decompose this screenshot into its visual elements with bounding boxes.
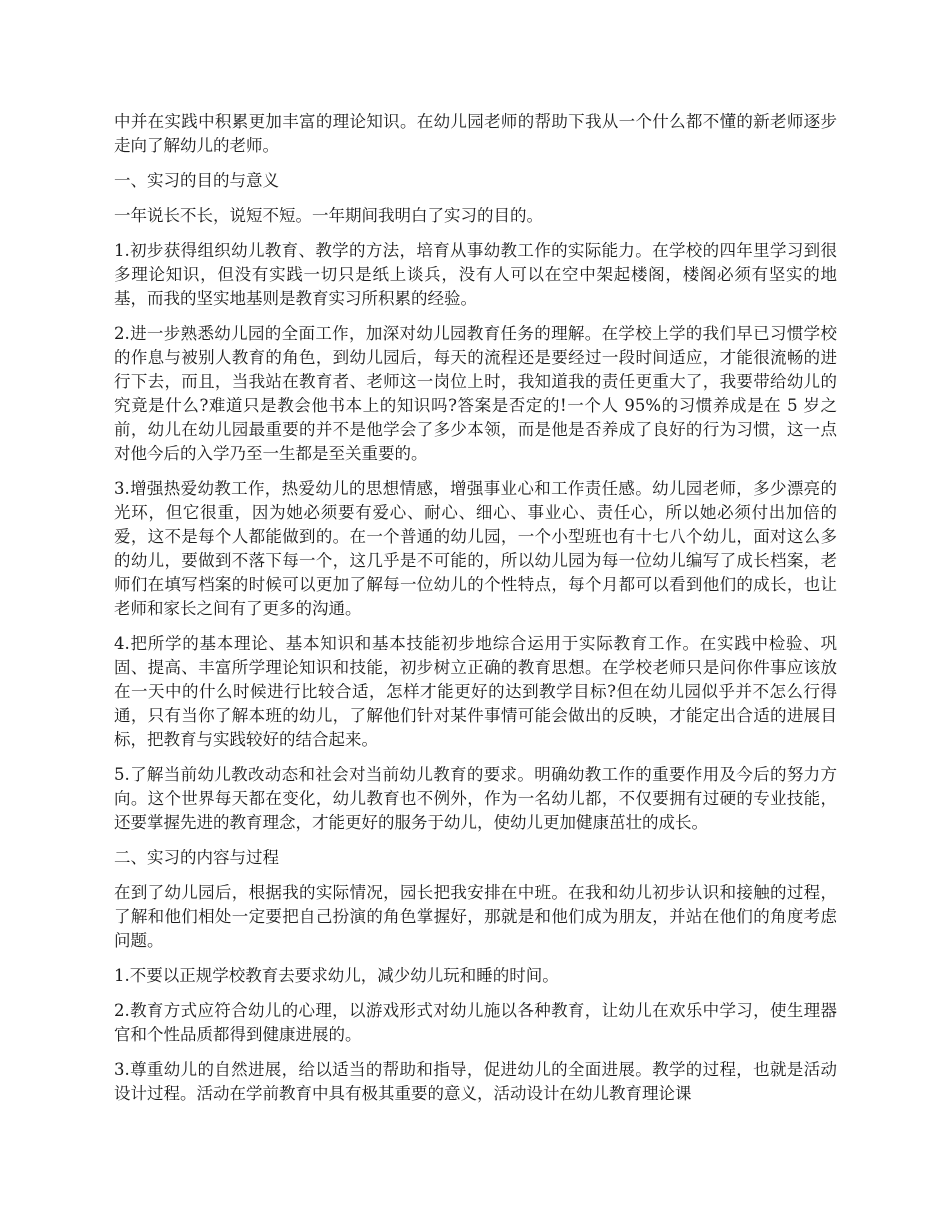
section-heading-content: 二、实习的内容与过程 [114, 848, 279, 867]
list-item-content-1: 1.不要以正规学校教育去要求幼儿，减少幼儿玩和睡的时间。 [114, 966, 559, 985]
list-item-content-2: 2.教育方式应符合幼儿的心理，以游戏形式对幼儿施以各种教育，让幼儿在欢乐中学习，使生理器官和个性品质都得到健康进展的。 [114, 1001, 837, 1044]
list-item-purpose-4: 4.把所学的基本理论、基本知识和基本技能初步地综合运用于实际教育工作。在实践中检验、巩固、提高、丰富所学理论知识和技能，初步树立正确的教育思想。在学校老师只是问你件事应该放在一天中的什么时候进行比较合适，怎样才能更好的达到教学目标?但在幼儿园似乎并不怎么行得通，只有当你了解本班的幼儿，了解他们针对某件事情可能会做出的反映，才能定出合适的进展目标，把教育与实践较好的结合起来。 [114, 634, 837, 749]
paragraph-intro: 中并在实践中积累更加丰富的理论知识。在幼儿园老师的帮助下我从一个什么都不懂的新老师逐步走向了解幼儿的老师。 [114, 112, 837, 155]
paragraph: 在到了幼儿园后，根据我的实际情况，园长把我安排在中班。在我和幼儿初步认识和接触的过程，了解和他们相处一定要把自己扮演的角色掌握好，那就是和他们成为朋友，并站在他们的角度考虑问题。 [114, 883, 837, 950]
section-heading-purpose: 一、实习的目的与意义 [114, 171, 279, 190]
list-item-content-3: 3.尊重幼儿的自然进展，给以适当的帮助和指导，促进幼儿的全面进展。教学的过程，也就是活动设计过程。活动在学前教育中具有极其重要的意义，活动设计在幼儿教育理论课 [114, 1060, 837, 1103]
list-item-purpose-1: 1.初步获得组织幼儿教育、教学的方法，培育从事幼教工作的实际能力。在学校的四年里学习到很多理论知识，但没有实践一切只是纸上谈兵，没有人可以在空中架起楼阁，楼阁必须有坚实的地基，而我的坚实地基则是教育实习所积累的经验。 [114, 241, 837, 308]
document-body [114, 110, 837, 1117]
paragraph: 一年说长不长，说短不短。一年期间我明白了实习的目的。 [114, 206, 543, 225]
list-item-purpose-3: 3.增强热爱幼教工作，热爱幼儿的思想情感，增强事业心和工作责任感。幼儿园老师，多少漂亮的光环，但它很重，因为她必须要有爱心、耐心、细心、事业心、责任心，所以她必须付出加倍的爱，这不是每个人都能做到的。在一个普通的幼儿园，一个小型班也有十七八个幼儿，面对这么多的幼儿，要做到不落下每一个，这几乎是不可能的，所以幼儿园为每一位幼儿编写了成长档案，老师们在填写档案的时候可以更加了解每一位幼儿的个性特点，每个月都可以看到他们的成长，也让老师和家长之间有了更多的沟通。 [114, 479, 837, 618]
list-item-purpose-2: 2.进一步熟悉幼儿园的全面工作，加深对幼儿园教育任务的理解。在学校上学的我们早已习惯学校的作息与被别人教育的角色，到幼儿园后，每天的流程还是要经过一段时间适应，才能很流畅的进行下去，而且，当我站在教育者、老师这一岗位上时，我知道我的责任更重大了，我要带给幼儿的究竟是什么?难道只是教会他书本上的知识吗?答案是否定的!一个人 95%的习惯养成是在 5 岁之前，幼儿在幼儿园最重要的并不是他学会了多少本领，而是他是否养成了良好的行为习惯，这一点对他今后的入学乃至一生都是至关重要的。 [114, 324, 837, 463]
list-item-purpose-5: 5.了解当前幼儿教改动态和社会对当前幼儿教育的要求。明确幼教工作的重要作用及今后的努力方向。这个世界每天都在变化，幼儿教育也不例外，作为一名幼儿都，不仅要拥有过硬的专业技能，还要掌握先进的教育理念，才能更好的服务于幼儿，使幼儿更加健康茁壮的成长。 [114, 765, 837, 832]
